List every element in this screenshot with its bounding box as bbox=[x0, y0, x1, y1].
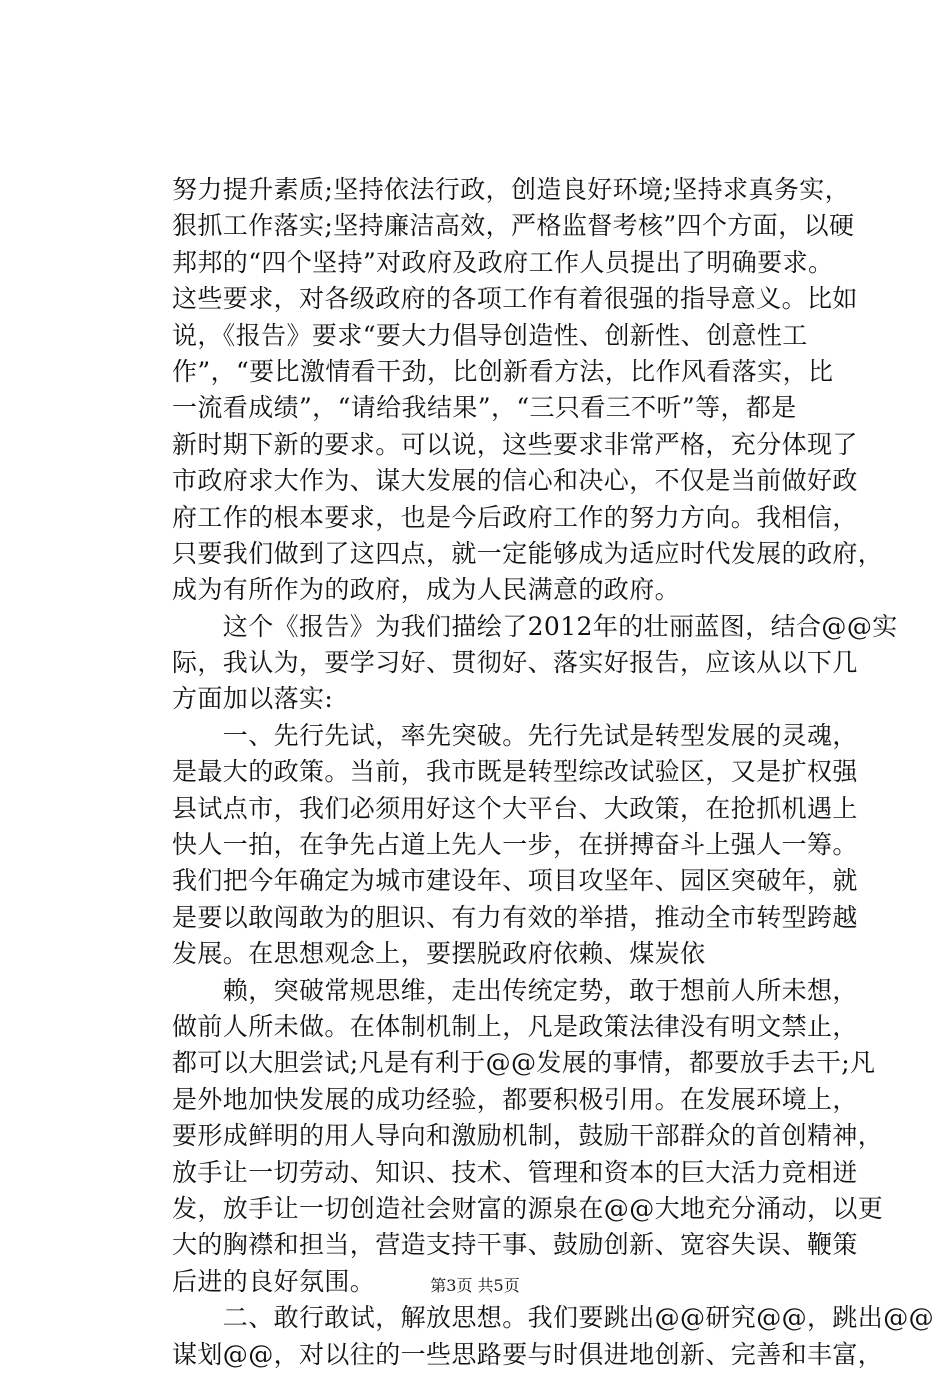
text-line: 狠抓工作落实;坚持廉洁高效，严格监督考核”四个方面，以硬 bbox=[172, 211, 855, 241]
text-line: 快人一拍，在争先占道上先人一步，在拼搏奋斗上强人一筹。 bbox=[172, 830, 858, 860]
text-line: 新时期下新的要求。可以说，这些要求非常严格，充分体现了 bbox=[172, 429, 858, 459]
text-line: 一、先行先试，率先突破。先行先试是转型发展的灵魂， bbox=[172, 720, 858, 750]
text-line: 县试点市，我们必须用好这个大平台、大政策，在抢抓机遇上 bbox=[172, 793, 858, 823]
text-line: 都可以大胆尝试;凡是有利于@@发展的事情，都要放手去干;凡 bbox=[172, 1048, 876, 1078]
text-line: 做前人所未做。在体制机制上，凡是政策法律没有明文禁止， bbox=[172, 1011, 858, 1041]
text-line: 我们把今年确定为城市建设年、项目攻坚年、园区突破年，就 bbox=[172, 866, 858, 896]
text-line: 市政府求大作为、谋大发展的信心和决心，不仅是当前做好政 bbox=[172, 466, 858, 496]
document-body bbox=[172, 172, 935, 1373]
text-line: 是要以敢闯敢为的胆识、有力有效的举措，推动全市转型跨越 bbox=[172, 902, 858, 932]
text-line: 成为有所作为的政府，成为人民满意的政府。 bbox=[172, 575, 681, 605]
text-line: 努力提升素质;坚持依法行政，创造良好环境;坚持求真务实， bbox=[172, 175, 851, 204]
text-line: 放手让一切劳动、知识、技术、管理和资本的巨大活力竞相迸 bbox=[172, 1157, 858, 1187]
text-line: 说，《报告》要求“要大力倡导创造性、创新性、创意性工 bbox=[172, 320, 808, 350]
text-line: 只要我们做到了这四点，就一定能够成为适应时代发展的政府， bbox=[172, 538, 884, 568]
text-line: 要形成鲜明的用人导向和激励机制，鼓励干部群众的首创精神， bbox=[172, 1121, 884, 1151]
text-line: 发，放手让一切创造社会财富的源泉在@@大地充分涌动，以更 bbox=[172, 1193, 884, 1223]
text-line: 一流看成绩”，“请给我结果”，“三只看三不听”等，都是 bbox=[172, 393, 797, 423]
text-line: 是外地加快发展的成功经验，都要积极引用。在发展环境上， bbox=[172, 1084, 858, 1114]
text-line: 后进的良好氛围。 bbox=[172, 1266, 376, 1296]
text-line: 邦邦的“四个坚持”对政府及政府工作人员提出了明确要求。 bbox=[172, 247, 834, 277]
text-line: 赖，突破常规思维，走出传统定势，敢于想前人所未想， bbox=[172, 975, 858, 1005]
text-line: 是最大的政策。当前，我市既是转型综改试验区，又是扩权强 bbox=[172, 757, 858, 787]
text-line: 府工作的根本要求，也是今后政府工作的努力方向。我相信， bbox=[172, 502, 858, 532]
text-line: 作”，“要比激情看干劲，比创新看方法，比作风看落实，比 bbox=[172, 356, 834, 386]
text-line: 二、敢行敢试，解放思想。我们要跳出@@研究@@，跳出@@ bbox=[172, 1303, 935, 1333]
text-line: 际，我认为，要学习好、贯彻好、落实好报告，应该从以下几 bbox=[172, 648, 858, 678]
page-footer: 第3页 共5页 bbox=[430, 1276, 520, 1295]
text-line: 这个《报告》为我们描绘了2012年的壮丽蓝图，结合@@实 bbox=[172, 611, 898, 641]
text-line: 发展。在思想观念上，要摆脱政府依赖、煤炭依 bbox=[172, 939, 706, 969]
text-line: 这些要求，对各级政府的各项工作有着很强的指导意义。比如 bbox=[172, 284, 858, 314]
text-line: 谋划@@，对以往的一些思路要与时俱进地创新、完善和丰富， bbox=[172, 1339, 884, 1369]
text-line: 大的胸襟和担当，营造支持干事、鼓励创新、宽容失误、鞭策 bbox=[172, 1230, 858, 1260]
text-line: 方面加以落实: bbox=[172, 684, 334, 714]
